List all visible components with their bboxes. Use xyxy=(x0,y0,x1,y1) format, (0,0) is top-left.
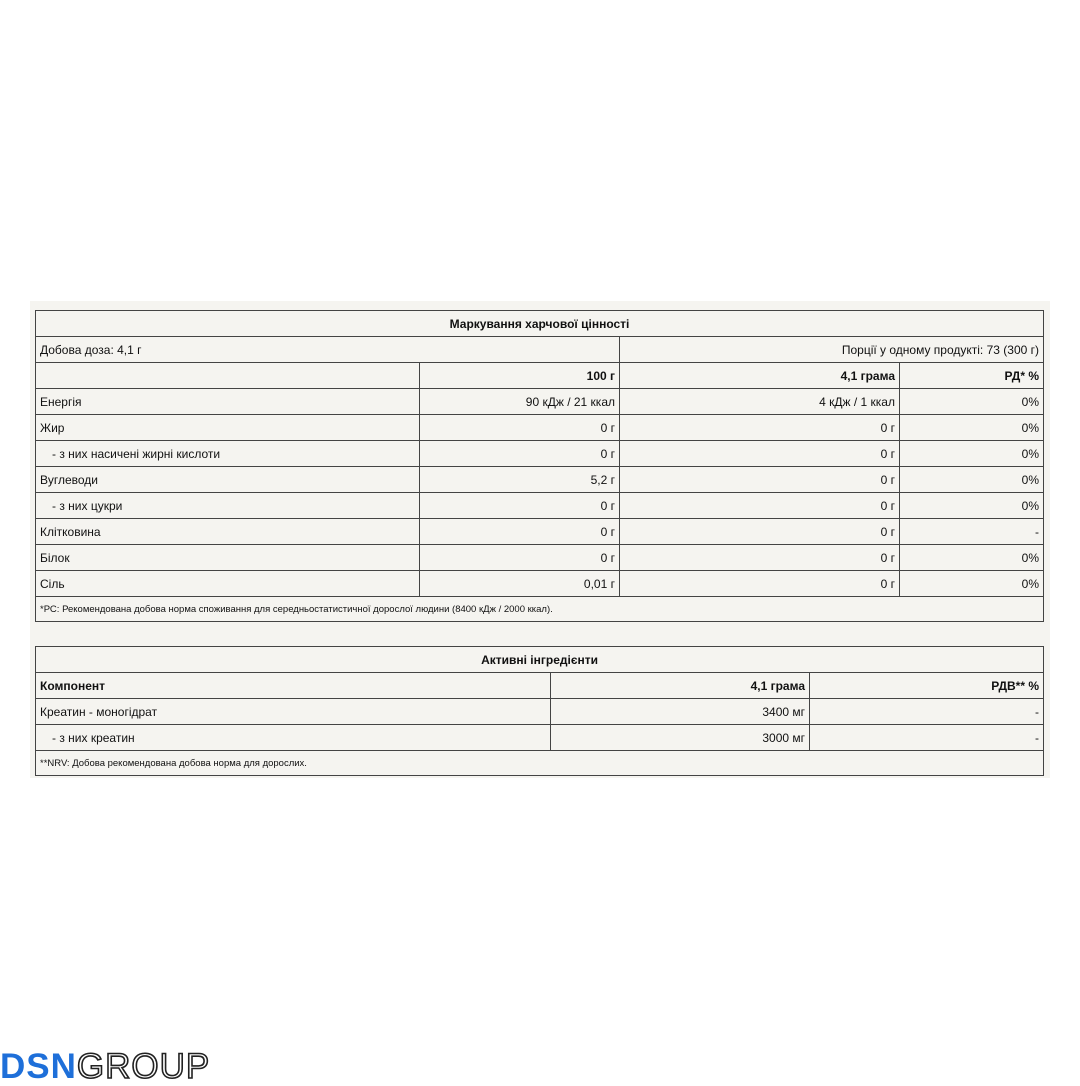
table-row xyxy=(36,415,1044,441)
row-value: 0 г xyxy=(620,415,900,441)
row-value: 0 г xyxy=(620,519,900,545)
table-row xyxy=(36,493,1044,519)
row-value: 0 г xyxy=(420,545,620,571)
row-value: 0 г xyxy=(620,467,900,493)
table-row xyxy=(36,467,1044,493)
row-value: 4 кДж / 1 ккал xyxy=(620,389,900,415)
row-label: Білок xyxy=(36,545,420,571)
active-ingredients-table xyxy=(35,646,1044,776)
row-value: 0% xyxy=(900,571,1044,597)
header-per100: 100 г xyxy=(420,363,620,389)
row-value: 0% xyxy=(900,441,1044,467)
row-value: 0 г xyxy=(620,571,900,597)
nutrition-header-row xyxy=(36,363,1044,389)
logo-part-group: GROUP xyxy=(76,1047,211,1086)
row-value: 0 г xyxy=(620,493,900,519)
row-label: Клітковина xyxy=(36,519,420,545)
servings-count: Порції у одному продукті: 73 (300 г) xyxy=(620,337,1044,363)
header-per-serving: 4,1 грама xyxy=(620,363,900,389)
row-label: - з них насичені жирні кислоти xyxy=(36,441,420,467)
logo-part-dsn: DSN xyxy=(0,1047,77,1086)
active-header-row xyxy=(36,673,1044,699)
row-value: - xyxy=(900,519,1044,545)
row-value: 0 г xyxy=(420,519,620,545)
row-label: Креатин - моногідрат xyxy=(36,699,551,725)
table-row xyxy=(36,519,1044,545)
row-value: 0% xyxy=(900,493,1044,519)
row-label: Вуглеводи xyxy=(36,467,420,493)
row-value: 3400 мг xyxy=(551,699,810,725)
row-value: 0% xyxy=(900,389,1044,415)
nutrition-footnote: *РС: Рекомендована добова норма споживання для середньостатистичної дорослої людини (8400 кДж / 2000 ккал). xyxy=(36,597,1044,622)
nutrition-title: Маркування харчової цінності xyxy=(36,311,1044,337)
table-row xyxy=(36,441,1044,467)
row-label: Сіль xyxy=(36,571,420,597)
nutrition-table xyxy=(35,310,1044,622)
row-label: - з них креатин xyxy=(36,725,551,751)
row-label: - з них цукри xyxy=(36,493,420,519)
header-component: Компонент xyxy=(36,673,551,699)
header-rdv: РДВ** % xyxy=(810,673,1044,699)
row-value: 0,01 г xyxy=(420,571,620,597)
header-empty xyxy=(36,363,420,389)
active-title: Активні інгредієнти xyxy=(36,647,1044,673)
row-value: - xyxy=(810,725,1044,751)
row-value: 5,2 г xyxy=(420,467,620,493)
header-amount: 4,1 грама xyxy=(551,673,810,699)
table-row xyxy=(36,699,1044,725)
table-row xyxy=(36,545,1044,571)
row-value: 3000 мг xyxy=(551,725,810,751)
active-footnote: **NRV: Добова рекомендована добова норма для дорослих. xyxy=(36,751,1044,776)
row-value: 0% xyxy=(900,467,1044,493)
row-value: 0 г xyxy=(420,415,620,441)
row-label: Енергія xyxy=(36,389,420,415)
table-row xyxy=(36,571,1044,597)
nutrition-panel xyxy=(30,301,1050,778)
row-value: 90 кДж / 21 ккал xyxy=(420,389,620,415)
row-value: 0 г xyxy=(620,545,900,571)
row-value: 0% xyxy=(900,415,1044,441)
header-rd: РД* % xyxy=(900,363,1044,389)
row-value: 0 г xyxy=(420,441,620,467)
table-row xyxy=(36,725,1044,751)
row-value: 0 г xyxy=(620,441,900,467)
table-row xyxy=(36,389,1044,415)
daily-dose: Добова доза: 4,1 г xyxy=(36,337,620,363)
row-value: - xyxy=(810,699,1044,725)
row-value: 0 г xyxy=(420,493,620,519)
row-label: Жир xyxy=(36,415,420,441)
row-value: 0% xyxy=(900,545,1044,571)
